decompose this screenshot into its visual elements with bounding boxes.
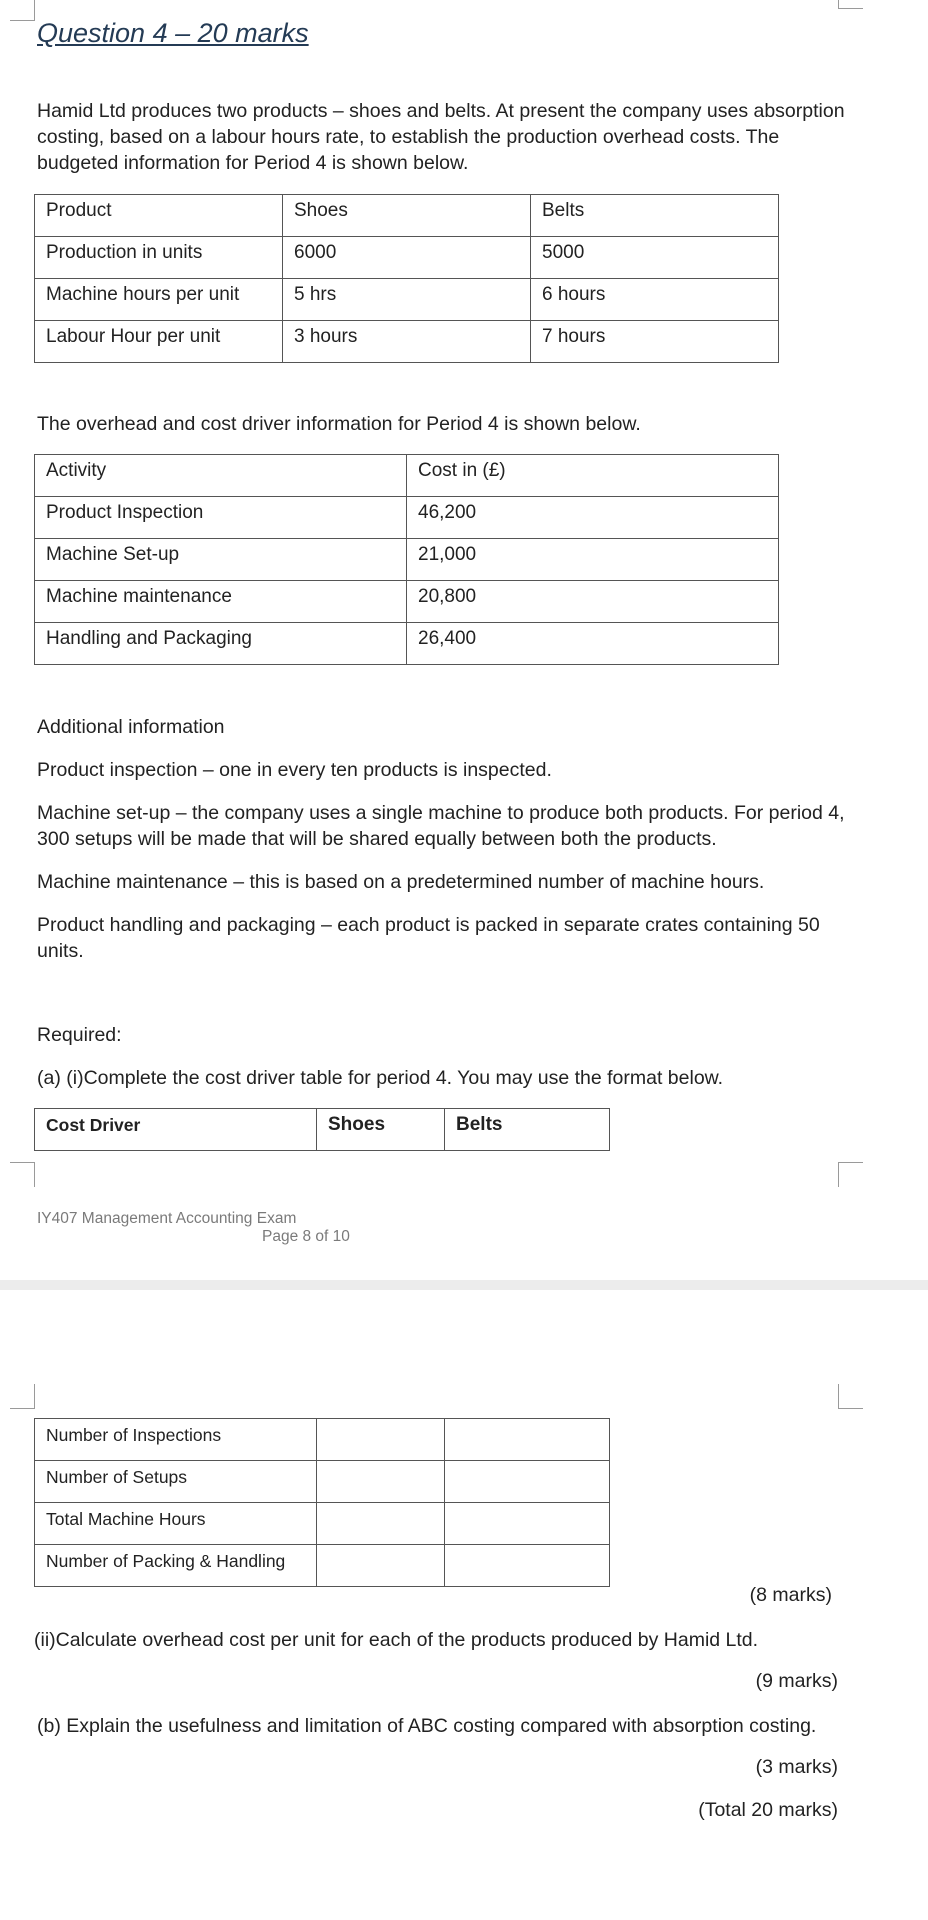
input-cell [317, 1545, 445, 1587]
table-cell: Total Machine Hours [35, 1503, 317, 1545]
table-row [35, 1503, 610, 1545]
table-row [35, 1461, 610, 1503]
table-cell: Machine maintenance [35, 581, 407, 623]
cost-driver-table [34, 1418, 610, 1587]
intro-paragraph: Hamid Ltd produces two products – shoes and belts. At present the company uses absorption costing, based on a labour hours rate, to establish the production overhead costs. The budgeted information for Period 4 is shown below. [37, 100, 845, 174]
table-row [35, 321, 779, 363]
cost-driver-table-header [34, 1108, 610, 1151]
page-separator [0, 1280, 928, 1290]
additional-heading: Additional information [37, 716, 225, 738]
table-row [35, 1545, 610, 1587]
input-cell [317, 1419, 445, 1461]
additional-inspection: Product inspection – one in every ten products is inspected. [37, 759, 552, 781]
table-cell: 6 hours [531, 279, 779, 321]
table-cell: Number of Inspections [35, 1419, 317, 1461]
table-cell: 26,400 [407, 623, 779, 665]
table-cell: Product Inspection [35, 497, 407, 539]
table-row [35, 539, 779, 581]
table-row [35, 581, 779, 623]
product-table [34, 194, 779, 363]
table-row [35, 279, 779, 321]
table-cell: 5 hrs [283, 279, 531, 321]
required-heading: Required: [37, 1024, 122, 1046]
header-cell: Product [35, 195, 283, 237]
table-cell: 46,200 [407, 497, 779, 539]
input-cell [317, 1503, 445, 1545]
marks-a-i: (8 marks) [749, 1584, 832, 1606]
overhead-table [34, 454, 779, 665]
input-cell [445, 1545, 610, 1587]
crop-mark [838, 0, 863, 9]
crop-mark [10, 1384, 35, 1409]
footer-page-number: Page 8 of 10 [262, 1228, 350, 1245]
table-cell: 6000 [283, 237, 531, 279]
input-cell [317, 1461, 445, 1503]
crop-mark [838, 1162, 863, 1187]
header-cell: Shoes [317, 1109, 445, 1151]
header-cell: Activity [35, 455, 407, 497]
header-cell: Cost Driver [35, 1109, 317, 1151]
header-cell: Cost in (£) [407, 455, 779, 497]
additional-setup: Machine set-up – the company uses a single machine to produce both products. For period 4, 300 setups will be made that will be shared equally between both the products. [37, 802, 845, 850]
crop-mark [838, 1384, 863, 1409]
table-header-row [35, 1109, 610, 1151]
overhead-intro: The overhead and cost driver information for Period 4 is shown below. [37, 413, 641, 435]
total-marks: (Total 20 marks) [698, 1799, 838, 1821]
table-row [35, 497, 779, 539]
question-a-i: (a) (i)Complete the cost driver table for period 4. You may use the format below. [37, 1067, 724, 1089]
table-cell: 5000 [531, 237, 779, 279]
table-cell: Machine hours per unit [35, 279, 283, 321]
table-cell: Labour Hour per unit [35, 321, 283, 363]
table-row [35, 623, 779, 665]
additional-maintenance: Machine maintenance – this is based on a predetermined number of machine hours. [37, 871, 765, 893]
header-cell: Shoes [283, 195, 531, 237]
marks-b: (3 marks) [755, 1756, 838, 1778]
table-cell: 20,800 [407, 581, 779, 623]
table-row [35, 237, 779, 279]
table-cell: Number of Setups [35, 1461, 317, 1503]
table-cell: 3 hours [283, 321, 531, 363]
table-cell: 21,000 [407, 539, 779, 581]
table-cell: Machine Set-up [35, 539, 407, 581]
table-cell: Handling and Packaging [35, 623, 407, 665]
header-cell: Belts [531, 195, 779, 237]
input-cell [445, 1503, 610, 1545]
header-cell: Belts [445, 1109, 610, 1151]
crop-mark [10, 1162, 35, 1187]
table-header-row [35, 195, 779, 237]
question-a-ii: (ii)Calculate overhead cost per unit for each of the products produced by Hamid Ltd. [34, 1629, 759, 1651]
input-cell [445, 1419, 610, 1461]
table-cell: 7 hours [531, 321, 779, 363]
question-title: Question 4 – 20 marks [37, 18, 309, 48]
question-b: (b) Explain the usefulness and limitation of ABC costing compared with absorption costing. [37, 1715, 817, 1737]
additional-handling: Product handling and packaging – each product is packed in separate crates containing 50 units. [37, 914, 820, 962]
table-cell: Production in units [35, 237, 283, 279]
crop-mark [10, 0, 35, 21]
table-row [35, 1419, 610, 1461]
marks-a-ii: (9 marks) [755, 1670, 838, 1692]
table-header-row [35, 455, 779, 497]
input-cell [445, 1461, 610, 1503]
table-cell: Number of Packing & Handling [35, 1545, 317, 1587]
footer-exam-name: IY407 Management Accounting Exam [37, 1210, 297, 1227]
